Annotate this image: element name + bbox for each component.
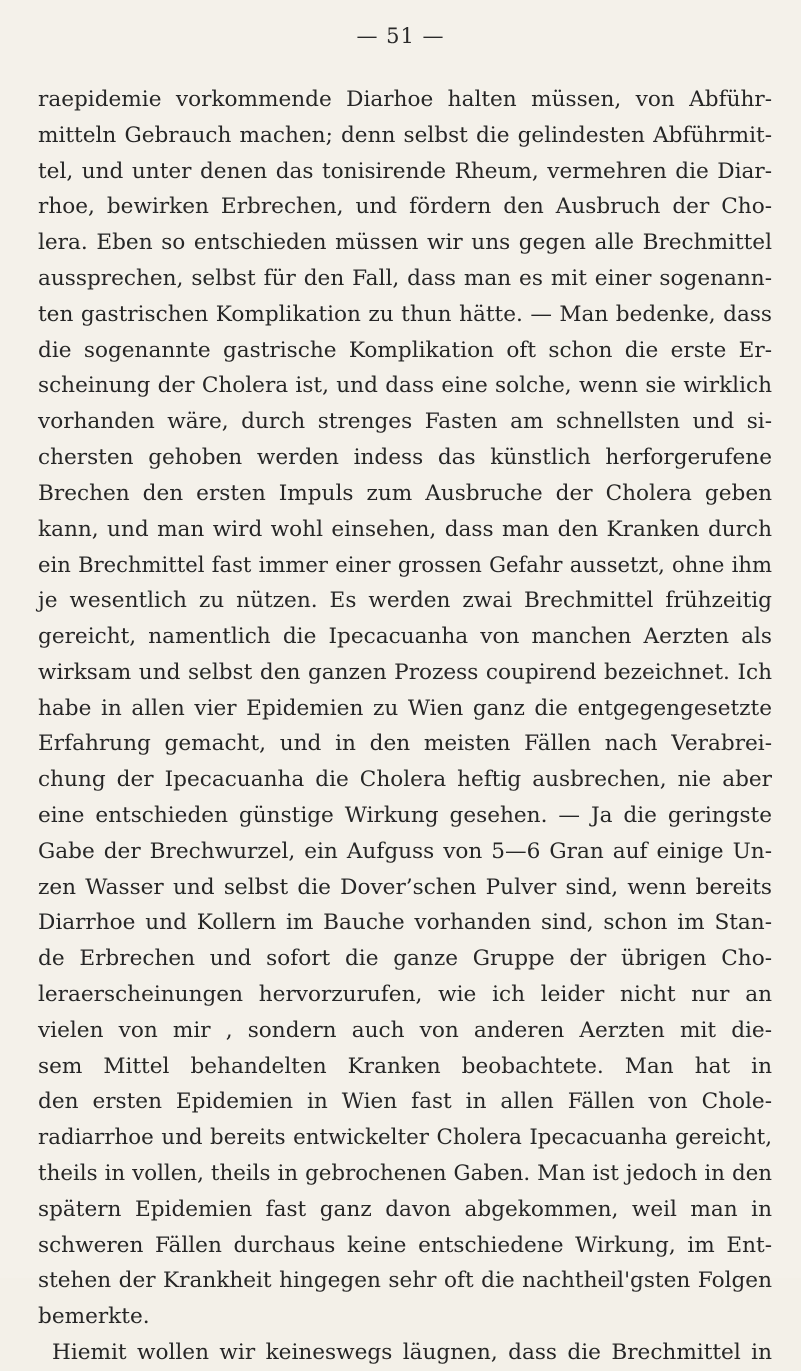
text-line: mitteln Gebrauch machen; denn selbst die gelindesten Abführmit- xyxy=(38,122,772,148)
text-line: Brechen den ersten Impuls zum Ausbruche der Cholera geben xyxy=(38,480,772,506)
text-line: den ersten Epidemien in Wien fast in allen Fällen von Chole- xyxy=(38,1089,772,1115)
text-line: lera. Eben so entschieden müssen wir uns gegen alle Brechmittel xyxy=(38,230,772,256)
text-line: leraerscheinungen hervorzurufen, wie ich leider nicht nur an xyxy=(38,981,772,1007)
text-line: wirksam und selbst den ganzen Prozess coupirend bezeichnet. Ich xyxy=(38,659,772,685)
text-line: chersten gehoben werden indess das künstlich herforgerufene xyxy=(38,444,772,470)
text-line: habe in allen vier Epidemien zu Wien ganz die entgegengesetzte xyxy=(38,695,772,721)
text-line: gereicht, namentlich die Ipecacuanha von manchen Aerzten als xyxy=(38,623,772,649)
text-line: sem Mittel behandelten Kranken beobachtete. Man hat in xyxy=(38,1053,772,1079)
text-line: zen Wasser und selbst die Dover’schen Pulver sind, wenn bereits xyxy=(38,874,772,900)
text-line: bemerkte. xyxy=(38,1304,150,1330)
text-line: vielen von mir , sondern auch von anderen Aerzten mit die- xyxy=(38,1017,772,1043)
text-line: tel, und unter denen das tonisirende Rheum, vermehren die Diar- xyxy=(38,158,772,184)
text-line: kann, und man wird wohl einsehen, dass man den Kranken durch xyxy=(38,516,772,542)
text-line: je wesentlich zu nützen. Es werden zwai Brechmittel frühzeitig xyxy=(38,588,772,614)
text-line: schweren Fällen durchaus keine entschiedene Wirkung, im Ent- xyxy=(38,1232,772,1258)
text-line: stehen der Krankheit hingegen sehr oft die nachtheil'gsten Folgen xyxy=(38,1268,772,1294)
text-line: de Erbrechen und sofort die ganze Gruppe der übrigen Cho- xyxy=(38,946,772,972)
text-line: radiarrhoe und bereits entwickelter Cholera Ipecacuanha gereicht, xyxy=(38,1125,772,1151)
text-line: Erfahrung gemacht, und in den meisten Fällen nach Verabrei- xyxy=(38,731,772,757)
text-line: Diarrhoe und Kollern im Bauche vorhanden sind, schon im Stan- xyxy=(38,910,772,936)
page-number: — 51 — xyxy=(356,24,445,48)
text-line: rhoe, bewirken Erbrechen, und fördern den Ausbruch der Cho- xyxy=(38,194,772,220)
text-line: aussprechen, selbst für den Fall, dass man es mit einer sogenann- xyxy=(38,265,772,291)
text-line: eine entschieden günstige Wirkung gesehen. — Ja die geringste xyxy=(38,802,772,828)
body-text xyxy=(38,82,772,1371)
text-line: vorhanden wäre, durch strenges Fasten am schnellsten und si- xyxy=(38,409,772,435)
text-line: chung der Ipecacuanha die Cholera heftig ausbrechen, nie aber xyxy=(38,767,772,793)
text-line: scheinung der Cholera ist, und dass eine solche, wenn sie wirklich xyxy=(38,373,772,399)
text-line: ten gastrischen Komplikation zu thun hätte. — Man bedenke, dass xyxy=(38,301,772,327)
text-line: die sogenannte gastrische Komplikation oft schon die erste Er- xyxy=(38,337,772,363)
text-line: ein Brechmittel fast immer einer grossen Gefahr aussetzt, ohne ihm xyxy=(38,552,772,578)
text-line: theils in vollen, theils in gebrochenen Gaben. Man ist jedoch in den xyxy=(38,1160,772,1186)
text-line: spätern Epidemien fast ganz davon abgekommen, weil man in xyxy=(38,1196,772,1222)
text-line: raepidemie vorkommende Diarhoe halten müssen, von Abführ- xyxy=(38,87,772,112)
text-line: Hiemit wollen wir keineswegs läugnen, dass die Brechmittel in xyxy=(52,1339,772,1365)
text-line: Gabe der Brechwurzel, ein Aufguss von 5—6 Gran auf einige Un- xyxy=(38,838,772,864)
